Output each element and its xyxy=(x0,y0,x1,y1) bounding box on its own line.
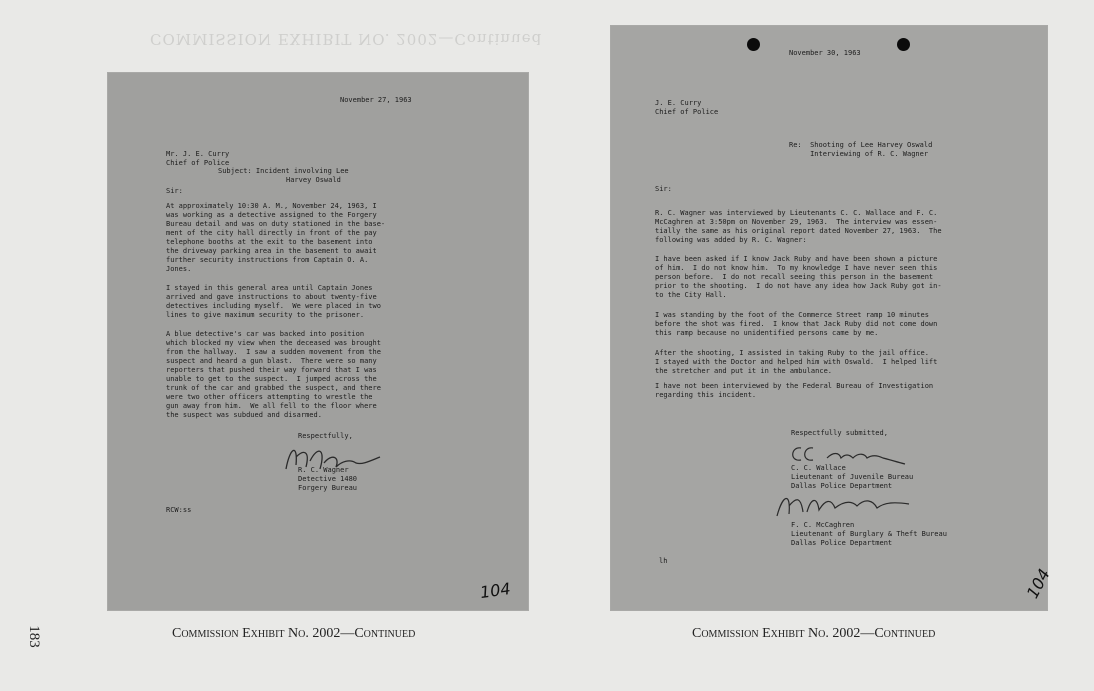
text-line: the suspect was subdued and disarmed. xyxy=(166,411,322,419)
right-addressee-title: Chief of Police xyxy=(655,108,719,116)
right-sig1-title: Lieutenant of Juvenile Bureau xyxy=(791,473,914,481)
text-line: of him. I do not know him. To my knowledge I have never seen this xyxy=(655,264,938,272)
left-subject-line2: Harvey Oswald xyxy=(286,176,341,184)
left-subject-line1: Subject: Incident involving Lee xyxy=(218,167,349,175)
right-sig1-name: C. C. Wallace xyxy=(791,464,846,472)
text-line: from the hallway. I saw a sudden movement from the xyxy=(166,348,381,356)
text-line: which blocked my view when the deceased was brought xyxy=(166,339,381,347)
left-signer-bureau: Forgery Bureau xyxy=(298,484,358,492)
right-re-line1: Re: Shooting of Lee Harvey Oswald xyxy=(789,141,933,149)
text-line: I have been asked if I know Jack Ruby and have been shown a picture xyxy=(655,255,938,263)
text-line: detectives including myself. We were placed in two xyxy=(166,302,381,310)
right-sig2-dept: Dallas Police Department xyxy=(791,539,893,547)
text-line: I have not been interviewed by the Federal Bureau of Investigation xyxy=(655,382,934,390)
right-caption: Commission Exhibit No. 2002—Continued xyxy=(692,626,936,641)
left-signer-name: R. C. Wagner xyxy=(298,466,349,474)
text-line: this ramp because no unidentified persons came by me. xyxy=(655,329,879,337)
text-line: was working as a detective assigned to the Forgery xyxy=(166,211,377,219)
text-line: After the shooting, I assisted in taking Ruby to the jail office. xyxy=(655,349,929,357)
right-addressee-name: J. E. Curry xyxy=(655,99,702,107)
left-addressee-title: Chief of Police xyxy=(166,159,230,167)
text-line: I stayed in this general area until Captain Jones xyxy=(166,284,373,292)
text-line: further security instructions from Captain O. A. xyxy=(166,256,369,264)
left-caption: Commission Exhibit No. 2002—Continued xyxy=(172,626,416,641)
text-line: arrived and gave instructions to about twenty-five xyxy=(166,293,377,301)
text-line: to the City Hall. xyxy=(655,291,727,299)
text-line: ment of the city hall directly in front of the pay xyxy=(166,229,377,237)
left-exhibit-mark: 104 xyxy=(478,578,512,603)
text-line: telephone booths at the exit to the basement into xyxy=(166,238,373,246)
text-line: the stretcher and put it in the ambulance. xyxy=(655,367,833,375)
text-line: person before. I do not recall seeing this person in the basement xyxy=(655,273,934,281)
left-salutation: Sir: xyxy=(166,187,183,195)
text-line: were two other officers attempting to wrestle the xyxy=(166,393,373,401)
text-line: A blue detective's car was backed into position xyxy=(166,330,365,338)
text-line: before the shot was fired. I know that Jack Ruby did not come down xyxy=(655,320,938,328)
text-line: R. C. Wagner was interviewed by Lieutenants C. C. Wallace and F. C. xyxy=(655,209,938,217)
right-sig2-name: F. C. McCaghren xyxy=(791,521,855,529)
punch-hole xyxy=(897,38,910,51)
text-line: tially the same as his original report dated November 27, 1963. The xyxy=(655,227,942,235)
text-line: following was added by R. C. Wagner: xyxy=(655,236,807,244)
left-addressee-name: Mr. J. E. Curry xyxy=(166,150,230,158)
left-document-photo xyxy=(108,73,528,610)
right-closing: Respectfully submitted, xyxy=(791,429,888,437)
text-line: regarding this incident. xyxy=(655,391,757,399)
left-date: November 27, 1963 xyxy=(340,96,412,104)
text-line: Jones. xyxy=(166,265,192,273)
text-line: reporters that pushed their way forward that I was xyxy=(166,366,377,374)
text-line: gun away from him. We all fell to the floor where xyxy=(166,402,377,410)
punch-hole xyxy=(747,38,760,51)
text-line: McCaghren at 3:50pm on November 29, 1963. The interview was essen- xyxy=(655,218,938,226)
text-line: prior to the shooting. I do not have any idea how Jack Ruby got in- xyxy=(655,282,942,290)
right-sig1-dept: Dallas Police Department xyxy=(791,482,893,490)
right-document-photo xyxy=(611,26,1054,610)
right-signature-mccaghren xyxy=(773,490,913,522)
right-sig2-title: Lieutenant of Burglary & Theft Bureau xyxy=(791,530,947,538)
text-line: I stayed with the Doctor and helped him with Oswald. I helped lift xyxy=(655,358,938,366)
text-line: unable to get to the suspect. I jumped across the xyxy=(166,375,377,383)
left-initials: RCW:ss xyxy=(166,506,192,514)
text-line: Bureau detail and was on duty stationed in the base- xyxy=(166,220,386,228)
bleed-through-text: COMMISSION EXHIBIT NO. 2002—Continued xyxy=(150,30,543,48)
left-signer-title: Detective 1480 xyxy=(298,475,358,483)
right-salutation: Sir: xyxy=(655,185,672,193)
right-date: November 30, 1963 xyxy=(789,49,861,57)
page-number: 183 xyxy=(25,625,42,648)
right-re-line2: Interviewing of R. C. Wagner xyxy=(789,150,929,158)
text-line: suspect and heard a gun blast. There were so many xyxy=(166,357,377,365)
text-line: lines to give maximum security to the prisoner. xyxy=(166,311,365,319)
right-exhibit-mark: 104 xyxy=(1022,565,1054,602)
right-footer-mark: lh xyxy=(659,557,668,565)
text-line: trunk of the car and grabbed the suspect, and there xyxy=(166,384,381,392)
text-line: the driveway parking area in the basement to await xyxy=(166,247,377,255)
left-closing: Respectfully, xyxy=(298,432,353,440)
text-line: At approximately 10:30 A. M., November 24, 1963, I xyxy=(166,202,377,210)
text-line: I was standing by the foot of the Commerce Street ramp 10 minutes xyxy=(655,311,929,319)
